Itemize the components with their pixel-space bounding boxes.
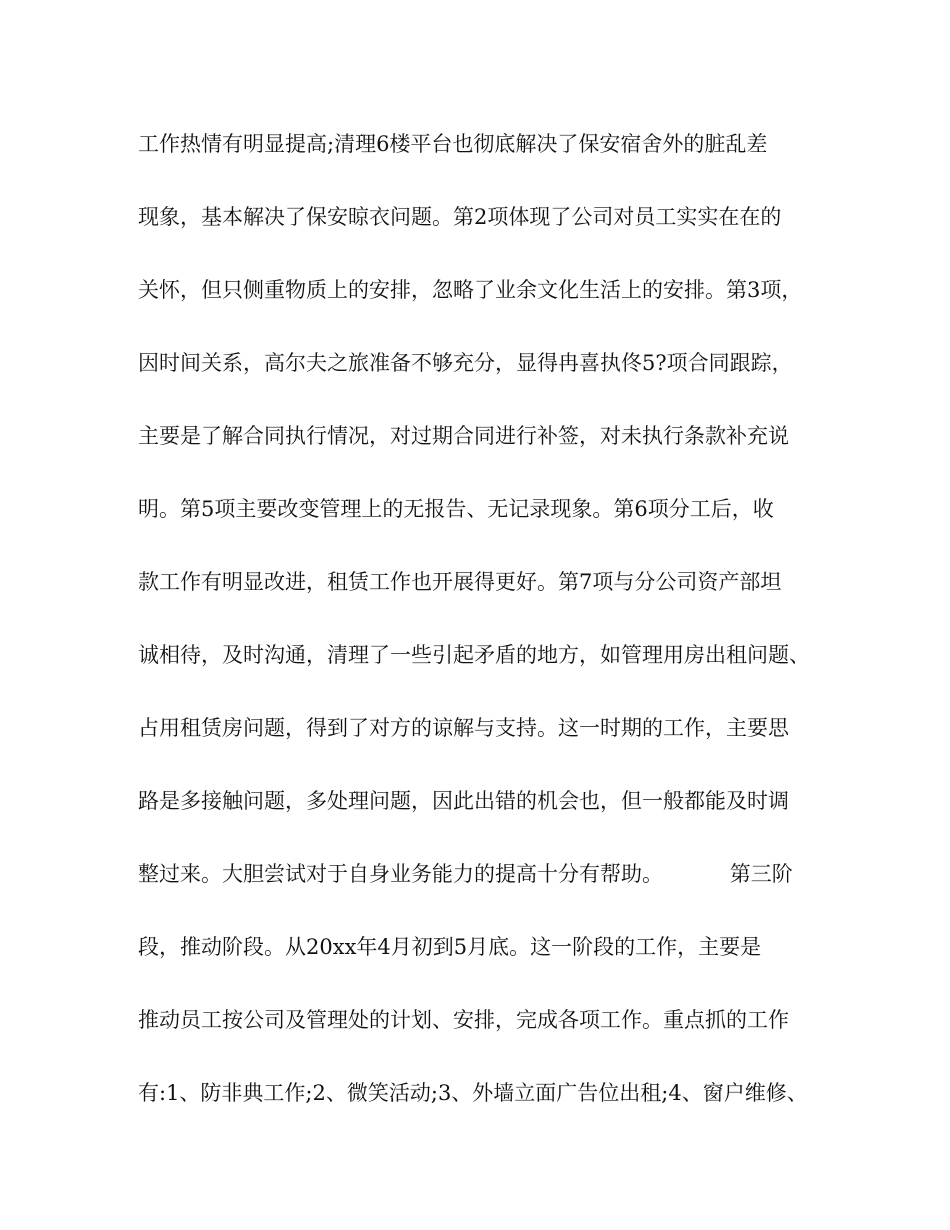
body-text-line: 款工作有明显改进，租赁工作也开展得更好。第7项与分公司资产部坦 bbox=[138, 570, 782, 594]
body-text-line: 占用租赁房问题，得到了对方的谅解与支持。这一时期的工作，主要思 bbox=[138, 716, 789, 740]
body-text-line: 段，推动阶段。从20xx年4月初到5月底。这一阶段的工作，主要是 bbox=[138, 935, 762, 959]
body-text-line: 关怀，但只侧重物质上的安排，忽略了业余文化生活上的安排。第3项， bbox=[138, 278, 803, 302]
body-text-line: 因时间关系，高尔夫之旅准备不够充分，显得冉喜执佟5?项合同跟踪， bbox=[138, 351, 793, 375]
body-text-line: 现象，基本解决了保安晾衣问题。第2项体现了公司对员工实实在在的 bbox=[138, 205, 782, 229]
body-text-line: 明。第5项主要改变管理上的无报告、无记录现象。第6项分工后，收 bbox=[138, 497, 774, 521]
body-text-line: 诚相待，及时沟通，清理了一些引起矛盾的地方，如管理用房出租问题、 bbox=[138, 643, 810, 667]
body-text-line: 工作热情有明显提高;清理6楼平台也彻底解决了保安宿舍外的脏乱差 bbox=[138, 132, 768, 156]
body-text-line: 有:1、防非典工作;2、微笑活动;3、外墙立面广告位出租;4、窗户维修、 bbox=[138, 1081, 808, 1105]
body-text-line: 整过来。大胆尝试对于自身业务能力的提高十分有帮助。 第三阶 bbox=[138, 862, 793, 886]
body-text-line: 路是多接触问题，多处理问题，因此出错的机会也，但一般都能及时调 bbox=[138, 789, 789, 813]
body-text-line: 推动员工按公司及管理处的计划、安排，完成各项工作。重点抓的工作 bbox=[138, 1008, 789, 1032]
body-text-line: 主要是了解合同执行情况，对过期合同进行补签，对未执行条款补充说 bbox=[138, 424, 789, 448]
